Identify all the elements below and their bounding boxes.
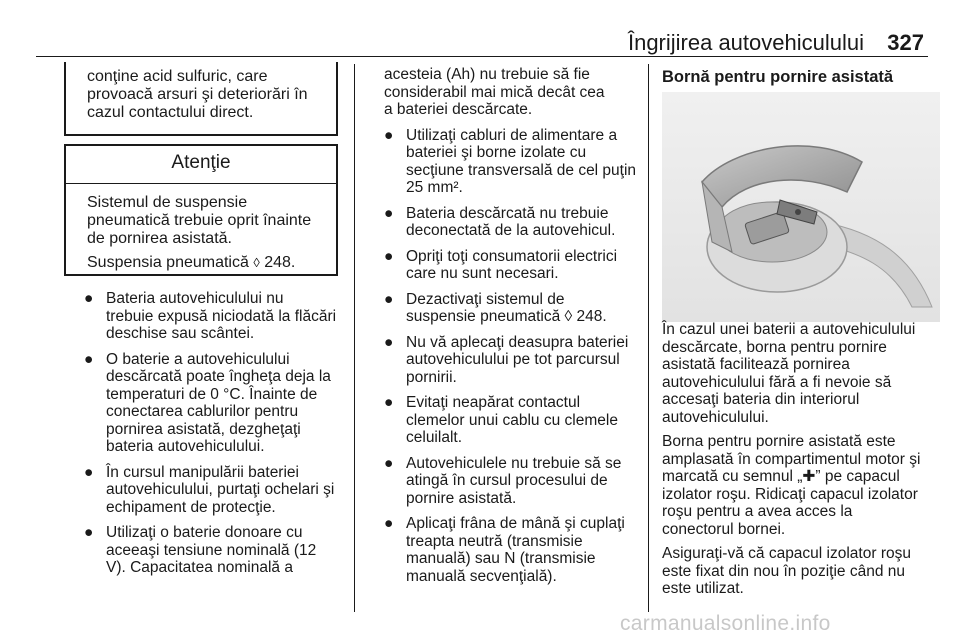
list-line: conectarea cablurilor pentru (106, 403, 299, 420)
bullet-icon: ● (384, 247, 394, 265)
list-line: autovehiculului pe tot parcursul (406, 351, 620, 368)
list-item (84, 464, 352, 517)
bullet-icon: ● (384, 204, 394, 222)
bullet-icon: ● (84, 463, 94, 481)
column-divider-2 (648, 64, 649, 612)
bullet-icon: ● (384, 454, 394, 472)
list-item (84, 351, 352, 456)
bullet-icon: ● (84, 524, 94, 541)
list-line: Opriţi toţi consumatorii electrici (406, 247, 618, 265)
list-line: O baterie a autovehiculului (106, 350, 290, 368)
page-number: 327 (887, 30, 924, 55)
text-line: izolator roşu. Ridicaţi capacul izolator (662, 485, 918, 503)
list-line: treapta neutră (transmisie (406, 532, 583, 550)
notice-box (64, 144, 338, 276)
list-item (384, 334, 646, 387)
text-line: marcată cu semnul „✚” pe capacul (662, 468, 900, 485)
list-line: Autovehiculele nu trebuie să se (406, 454, 622, 472)
text-line: Asiguraţi-vă că capacul izolator roşu (662, 545, 911, 562)
text-line: asistată facilitează pornirea (662, 356, 850, 373)
text-line: accesaţi bateria din interiorul (662, 391, 860, 408)
text-line: În cazul unei baterii a autovehiculului (662, 321, 916, 338)
list-line: 25 mm². (406, 179, 463, 196)
list-line: atingă în cursul procesului de (406, 472, 608, 489)
bullet-icon: ● (384, 515, 394, 532)
header-rule (36, 56, 928, 57)
list-line: descărcată poate îngheţa deja la (106, 368, 331, 385)
bullet-icon: ● (384, 394, 394, 411)
list-line: Utilizaţi o baterie donoare cu (106, 524, 303, 541)
list-line: Aplicaţi frâna de mână şi cuplaţi (406, 515, 625, 532)
list-item (384, 127, 646, 197)
notice-paragraph-1 (87, 194, 326, 248)
list-line: bateria autovehiculului. (106, 438, 265, 455)
list-line: pornirii. (406, 368, 457, 386)
list-line: pornire asistată. (406, 489, 517, 507)
notice-body (66, 184, 336, 272)
list-line: pornirea asistată, dezgheţaţi (106, 420, 301, 438)
list-item (384, 515, 646, 585)
notice-ref-page: 248. (259, 254, 296, 271)
list-line: clemelor unui cablu cu clemele (406, 411, 618, 429)
list-line: Dezactivaţi sistemul de (406, 290, 565, 308)
list-line: a bateriei descărcate. (384, 101, 533, 118)
notice-line-3: de pornirea asistată. (87, 230, 232, 247)
list-line: V). Capacitatea nominală a (106, 559, 293, 576)
list-line: bateriei şi borne izolate cu (406, 144, 587, 161)
list-item (384, 205, 646, 240)
list-item (84, 524, 352, 577)
list-line: Evitaţi neapărat contactul (406, 394, 581, 411)
notice-paragraph-2 (87, 254, 326, 272)
paragraph-2 (662, 433, 934, 538)
bullet-icon: ● (84, 290, 94, 307)
header-title: Îngrijirea autovehiculului (627, 30, 864, 55)
section-title: Bornă pentru pornire asistată (662, 68, 894, 86)
list-line: aceeaşi tensiune nominală (12 (106, 541, 317, 559)
list-item (384, 455, 646, 508)
list-line: suspensie pneumatică ◊ 248. (406, 308, 607, 325)
bullet-icon: ● (84, 350, 94, 368)
box1-line-2: provoacă arsuri şi deteriorări în (87, 86, 308, 103)
bullet-icon: ● (384, 290, 394, 308)
bullet-icon: ● (384, 333, 394, 351)
list-line: secţiune transversală de cel puţin (406, 161, 637, 179)
list-line: temperaturi de 0 °C. Înainte de (106, 385, 318, 403)
column-divider-1 (354, 64, 355, 612)
bullet-icon: ● (384, 126, 394, 144)
text-line: amplasată în compartimentul motor şi (662, 450, 921, 468)
list-item (84, 290, 352, 343)
list-line: deschise sau scântei. (106, 325, 255, 342)
list-item (384, 248, 646, 283)
notice-line-1: Sistemul de suspensie (87, 194, 248, 211)
text-line: este fixat din nou în poziţie când nu (662, 562, 905, 580)
text-line: Borna pentru pornire asistată este (662, 433, 896, 450)
list-line: În cursul manipulării bateriei (106, 463, 299, 481)
section-body (662, 321, 934, 605)
watermark: carmanualsonline.info (620, 612, 831, 635)
notice-line-2: pneumatică trebuie oprit înainte (87, 212, 312, 229)
list-intro (384, 66, 646, 119)
column2-list (384, 66, 646, 593)
list-line: trebuie expusă niciodată la flăcări (106, 307, 337, 325)
list-line: manuală) sau N (transmisie (406, 550, 596, 567)
box1-line-1: conţine acid sulfuric, care (87, 68, 268, 85)
notice-ref-text: Suspensia pneumatică (87, 254, 254, 271)
text-line: este utilizat. (662, 580, 744, 597)
list-item (384, 394, 646, 447)
list-line: acesteia (Ah) nu trebuie să fie (384, 66, 590, 83)
list-line: considerabil mai mică decât cea (384, 83, 605, 101)
text-line: roşu pentru a avea acces la (662, 503, 853, 520)
text-line: conectorul bornei. (662, 520, 786, 538)
list-line: celuilalt. (406, 429, 462, 446)
list-item (384, 291, 646, 326)
text-line: descărcate, borna pentru pornire (662, 338, 887, 356)
text-line: autovehiculului. (662, 408, 769, 426)
text-line: autovehiculului fără a fi nevoie să (662, 373, 892, 391)
paragraph-3 (662, 545, 934, 598)
list-line: Bateria descărcată nu trebuie (406, 204, 609, 222)
page-ref-icon: ◊ (253, 255, 260, 270)
list-line: Nu vă aplecaţi deasupra bateriei (406, 333, 629, 351)
paragraph-1 (662, 321, 934, 426)
jump-start-terminal-photo (662, 92, 940, 322)
list-line: autovehiculului, purtaţi ochelari şi (106, 481, 335, 498)
column1-bullet-list (84, 290, 352, 585)
list-line: deconectată de la autovehicul. (406, 222, 616, 239)
list-line: Utilizaţi cabluri de alimentare a (406, 126, 618, 144)
list-line: Bateria autovehiculului nu (106, 290, 284, 307)
list-line: echipament de protecţie. (106, 498, 276, 516)
notice-heading: Atenţie (66, 146, 336, 184)
warning-box-continued (64, 62, 338, 136)
box1-line-3: cazul contactului direct. (87, 104, 254, 121)
list-line: manuală secvenţială). (406, 567, 557, 585)
list-line: care nu sunt necesari. (406, 265, 559, 282)
